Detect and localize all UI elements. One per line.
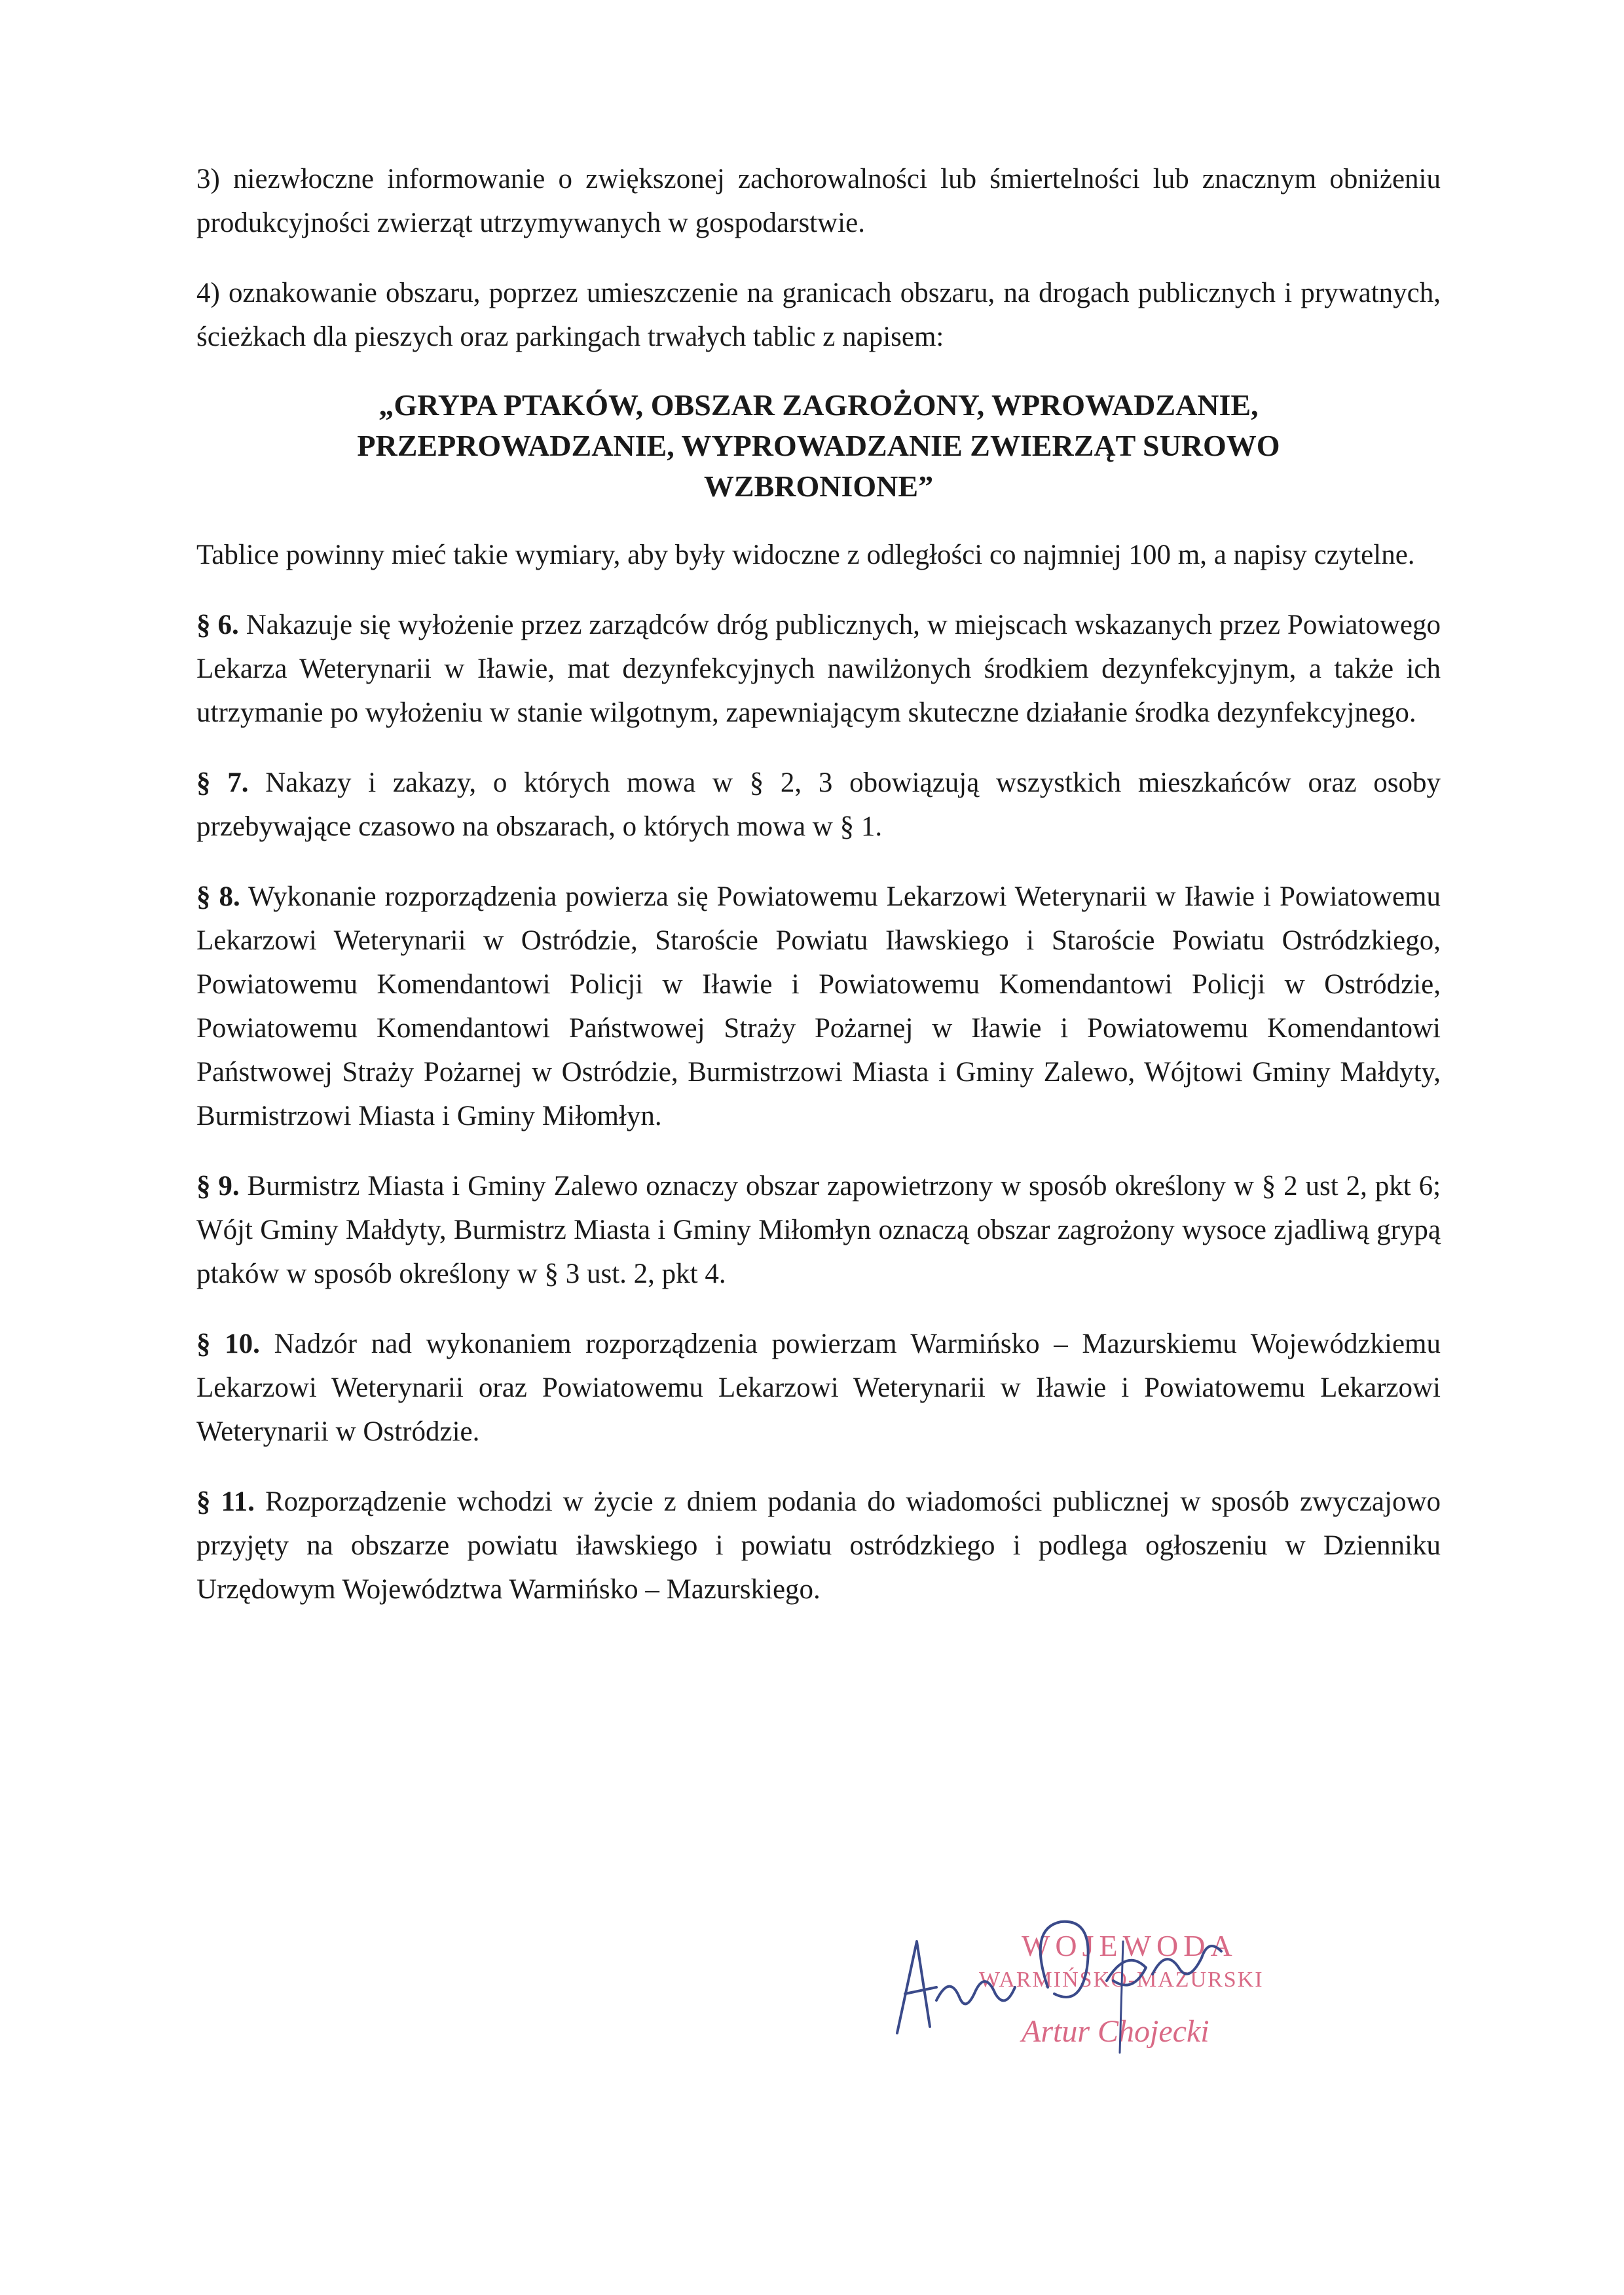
section-text: Nakazuje się wyłożenie przez zarządców dróg publicznych, w miejscach wskazanych przez Powiatowego Lekarza Weterynarii w Iławie, mat dezynfekcyjnych nawilżonych środkiem dezynfekcyjnym, a także ich utrzymanie po wyłożeniu w stanie wilgotnym, zapewniającym skuteczne działanie środka dezynfekcyjnego. <box>196 610 1441 728</box>
document-page <box>196 157 1441 1638</box>
section-text: Nadzór nad wykonaniem rozporządzenia powierzam Warmińsko – Mazurskiemu Wojewódzkiemu Lekarzowi Weterynarii oraz Powiatowemu Lekarzowi Weterynarii w Iławie i Powiatowemu Lekarzowi Weterynarii w Ostródzie. <box>196 1329 1441 1447</box>
point-4-paragraph: 4) oznakowanie obszaru, poprzez umieszczenie na granicach obszaru, na drogach publicznych i prywatnych, ścieżkach dla pieszych oraz parkingach trwałych tablic z napisem: <box>196 278 1441 352</box>
section-9 <box>196 1164 1441 1296</box>
section-marker: § 8. <box>196 881 240 912</box>
signature-block <box>891 1902 1310 2059</box>
section-marker: § 9. <box>196 1171 240 1202</box>
section-text: Nakazy i zakazy, o których mowa w § 2, 3 obowiązują wszystkich mieszkańców oraz osoby przebywające czasowo na obszarach, o których mowa w § 1. <box>196 767 1441 842</box>
section-11 <box>196 1480 1441 1611</box>
section-8 <box>196 875 1441 1138</box>
section-marker: § 7. <box>196 767 249 798</box>
section-text: Rozporządzenie wchodzi w życie z dniem podania do wiadomości publicznej w sposób zwyczajowo przyjęty na obszarze powiatu iławskiego i powiatu ostródzkiego i podlega ogłoszeniu w Dzienniku Urzędowym Województwa Warmińsko – Mazurskiego. <box>196 1486 1441 1605</box>
stamp-title: WOJEWODA <box>1022 1929 1238 1962</box>
stamp-name: Artur Chojecki <box>1022 2014 1209 2049</box>
section-marker: § 10. <box>196 1329 260 1359</box>
section-10 <box>196 1322 1441 1454</box>
notice-note: Tablice powinny mieć takie wymiary, aby były widoczne z odległości co najmniej 100 m, a napisy czytelne. <box>196 540 1415 570</box>
notice-heading: „GRYPA PTAKÓW, OBSZAR ZAGROŻONY, WPROWADZANIE, PRZEPROWADZANIE, WYPROWADZANIE ZWIERZĄT SUROWO WZBRONIONE” <box>357 388 1280 503</box>
handwritten-signature <box>891 1902 1310 2059</box>
section-marker: § 6. <box>196 610 239 640</box>
section-7 <box>196 761 1441 849</box>
section-6 <box>196 603 1441 735</box>
stamp-subtitle: WARMIŃSKO-MAZURSKI <box>979 1968 1264 1992</box>
section-marker: § 11. <box>196 1486 255 1517</box>
section-text: Burmistrz Miasta i Gminy Zalewo oznaczy obszar zapowietrzony w sposób określony w § 2 ust 2, pkt 6; Wójt Gminy Małdyty, Burmistrz Miasta i Gminy Miłomłyn oznaczą obszar zagrożony wysoce zjadliwą grypą ptaków w sposób określony w § 3 ust. 2, pkt 4. <box>196 1171 1441 1289</box>
section-text: Wykonanie rozporządzenia powierza się Powiatowemu Lekarzowi Weterynarii w Iławie i Powiatowemu Lekarzowi Weterynarii w Ostródzie, Staroście Powiatu Iławskiego i Staroście Powiatu Ostródzkiego, Powiatowemu Komendantowi Policji w Iławie i Powiatowemu Komendantowi Policji w Ostródzie, Powiatowemu Komendantowi Państwowej Straży Pożarnej w Iławie i Powiatowemu Komendantowi Państwowej Straży Pożarnej w Ostródzie, Burmistrzowi Miasta i Gminy Zalewo, Wójtowi Gminy Małdyty, Burmistrzowi Miasta i Gminy Miłomłyn. <box>196 881 1441 1131</box>
point-3-paragraph: 3) niezwłoczne informowanie o zwiększonej zachorowalności lub śmiertelności lub znacznym obniżeniu produkcyjności zwierząt utrzymywanych w gospodarstwie. <box>196 164 1441 238</box>
